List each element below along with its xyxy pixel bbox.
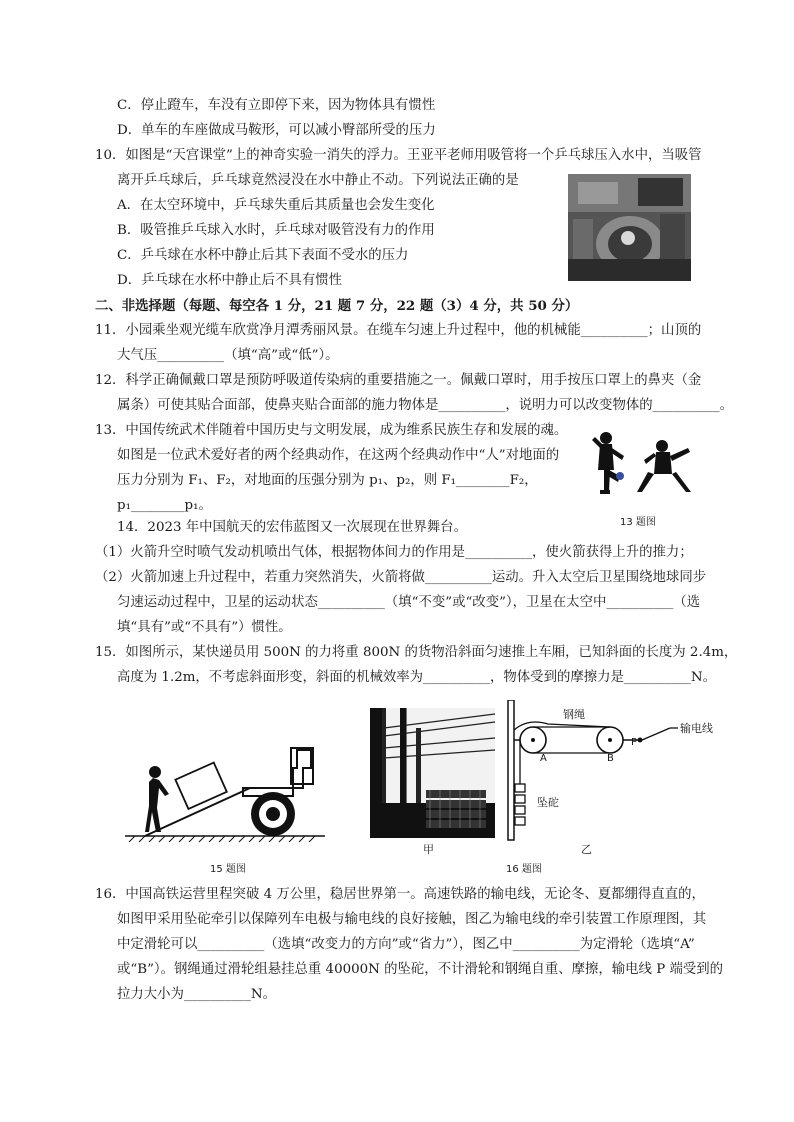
q13-figure-caption: 13 题图 [620,517,656,528]
q10-option-a: A．在太空环境中，乒乓球失重后其质量也会发生变化 [117,198,435,213]
q10-photo [568,174,691,281]
q16-line5: 拉力大小为__________N。 [117,987,277,1002]
q16-photo-jia [370,708,495,838]
q14-line4: 匀速运动过程中，卫星的运动状态__________（填“不变”或“改变”），卫星在太空中__________（选 [117,595,701,610]
q16-pulley-diagram [498,700,708,850]
q10-option-d: D．乒乓球在水杯中静止后不具有惯性 [117,273,342,288]
q9-option-c: C．停止蹬车，车没有立即停下来，因为物体具有惯性 [117,98,436,113]
section-2-heading: 二、非选择题（每题、每空各 1 分，21 题 7 分，22 题（3）4 分，共 50 分） [95,298,579,314]
q11-line1: 11．小园乘坐观光缆车欣赏净月潭秀丽风景。在缆车匀速上升过程中，他的机械能__________；山顶的 [95,323,702,338]
q16-wire-label: 输电线 [680,722,713,735]
q16-label-jia: 甲 [423,843,434,856]
q16-figure-caption: 16 题图 [506,864,542,875]
q14-line3: （2）火箭加速上升过程中，若重力突然消失，火箭将做__________运动。升入太空后卫星围绕地球同步 [95,570,707,585]
q11-line2: 大气压__________（填“高”或“低”）。 [117,348,339,363]
q14-line2: （1）火箭升空时喷气发动机喷出气体，根据物体间力的作用是__________，使火箭获得上升的推力； [95,545,693,560]
q12-line1: 12．科学正确佩戴口罩是预防呼吸道传染病的重要措施之一。佩戴口罩时，用手按压口罩上的鼻夹（金 [95,373,702,388]
q15-figure-caption: 15 题图 [210,864,246,875]
q12-line2: 属条）可使其贴合面部，使鼻夹贴合面部的施力物体是__________，说明力可以改变物体的__________。 [117,398,733,413]
q13-martial-arts-figure [590,430,698,508]
q16-point-p-label: P [631,737,638,748]
q13-line4: p₁________p₁。 [117,498,212,513]
q15-line1: 15．如图所示，某快递员用 500N 的力将重 800N 的货物沿斜面匀速推上车厢，已知斜面的长度为 2.4m， [95,645,738,660]
q16-pulley-b-label: B [607,753,614,764]
q13-line2: 如图是一位武术爱好者的两个经典动作，在这两个经典动作中“人”对地面的 [117,448,560,463]
q10-stem-line2: 离开乒乓球后，乒乓球竟然浸没在水中静止不动。下列说法正确的是 [117,173,519,188]
q16-label-yi: 乙 [581,843,592,856]
q15-line2: 高度为 1.2m，不考虑斜面形变，斜面的机械效率为__________，物体受到的摩擦力是__________N。 [117,670,716,685]
q16-rope-label: 钢绳 [563,708,585,721]
q10-stem-line1: 10．如图是“天宫课堂”上的神奇实验一消失的浮力。王亚平老师用吸管将一个乒乓球压入水中，当吸管 [95,148,702,163]
q16-weight-label: 坠砣 [537,796,559,809]
q16-line3: 中定滑轮可以__________（选填“改变力的方向”或“省力”），图乙中__________为定滑轮（选填“A” [117,937,695,952]
q10-option-c: C．乒乓球在水杯中静止后其下表面不受水的压力 [117,248,409,263]
q13-line1: 13．中国传统武术伴随着中国历史与文明发展，成为维系民族生存和发展的魂。 [95,423,568,438]
q14-line1: 14．2023 年中国航天的宏伟蓝图又一次展现在世界舞台。 [117,520,467,535]
q14-line5: 填“具有”或“不具有”）惯性。 [117,620,292,635]
q16-line1: 16．中国高铁运营里程突破 4 万公里，稳居世界第一。高速铁路的输电线，无论冬、夏都绷得直直的， [95,887,705,902]
q13-line3: 压力分别为 F₁、F₂，对地面的压强分别为 p₁、p₂，则 F₁________F₂， [117,473,538,488]
q16-pulley-a-label: A [540,753,547,764]
q16-line2: 如图甲采用坠砣牵引以保障列车电极与输电线的良好接触，图乙为输电线的牵引装置工作原理图，其 [117,912,707,927]
q15-ramp-figure [125,708,325,858]
q16-line4: 或“B”）。钢绳通过滑轮组悬挂总重 40000N 的坠砣，不计滑轮和钢绳自重、摩擦，输电线 P 端受到的 [117,962,724,977]
q9-option-d: D．单车的车座做成马鞍形，可以减小臀部所受的压力 [117,123,436,138]
q10-option-b: B．吸管推乒乓球入水时，乒乓球对吸管没有力的作用 [117,223,435,238]
